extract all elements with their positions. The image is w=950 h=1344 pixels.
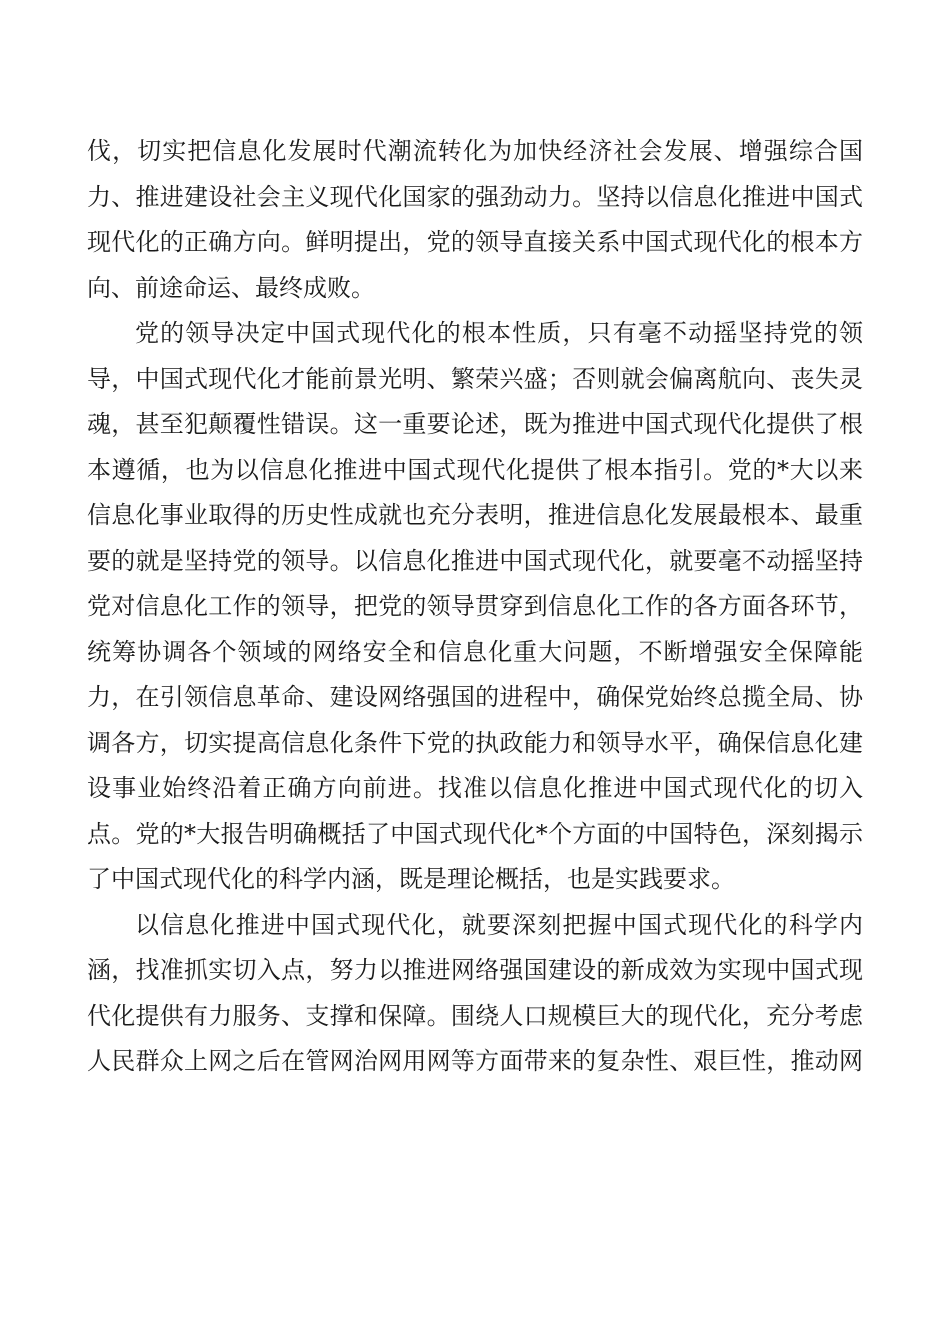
text-line: 现代化的正确方向。鲜明提出，党的领导直接关系中国式现代化的根本方: [87, 228, 863, 256]
text-line: 力，在引领信息革命、建设网络强国的进程中，确保党始终总揽全局、协: [87, 683, 863, 711]
text-line: 人民群众上网之后在管网治网用网等方面带来的复杂性、艰巨性，推动网: [87, 1047, 863, 1075]
paragraph-first-line: 党的领导决定中国式现代化的根本性质，只有毫不动摇坚持党的领: [135, 319, 863, 347]
text-line: 力、推进建设社会主义现代化国家的强劲动力。坚持以信息化推进中国式: [87, 182, 863, 211]
text-line: 调各方，切实提高信息化条件下党的执政能力和领导水平，确保信息化建: [87, 728, 863, 757]
text-line: 要的就是坚持党的领导。以信息化推进中国式现代化，就要毫不动摇坚持: [87, 546, 863, 575]
text-line: 代化提供有力服务、支撑和保障。围绕人口规模巨大的现代化，充分考虑: [87, 1001, 863, 1030]
text-line: 魂，甚至犯颠覆性错误。这一重要论述，既为推进中国式现代化提供了根: [87, 410, 863, 438]
text-line: 伐，切实把信息化发展时代潮流转化为加快经济社会发展、增强综合国: [87, 137, 863, 165]
text-line: 点。党的*大报告明确概括了中国式现代化*个方面的中国特色，深刻揭示: [87, 819, 863, 848]
text-line: 设事业始终沿着正确方向前进。找准以信息化推进中国式现代化的切入: [87, 774, 863, 802]
body-text: [87, 129, 863, 1085]
text-line: 涵，找准抓实切入点，努力以推进网络强国建设的新成效为实现中国式现: [87, 956, 863, 984]
paragraph-end-line: 向、前途命运、最终成败。: [87, 273, 375, 302]
paragraph-first-line: 以信息化推进中国式现代化，就要深刻把握中国式现代化的科学内: [135, 910, 863, 939]
paragraph-end-line: 了中国式现代化的科学内涵，既是理论概括，也是实践要求。: [87, 865, 735, 893]
text-line: 信息化事业取得的历史性成就也充分表明，推进信息化发展最根本、最重: [87, 501, 863, 529]
text-line: 导，中国式现代化才能前景光明、繁荣兴盛；否则就会偏离航向、丧失灵: [87, 364, 863, 393]
text-line: 本遵循，也为以信息化推进中国式现代化提供了根本指引。党的*大以来: [87, 455, 863, 484]
text-line: 党对信息化工作的领导，把党的领导贯穿到信息化工作的各方面各环节，: [87, 592, 863, 620]
text-line: 统筹协调各个领域的网络安全和信息化重大问题，不断增强安全保障能: [87, 637, 863, 666]
